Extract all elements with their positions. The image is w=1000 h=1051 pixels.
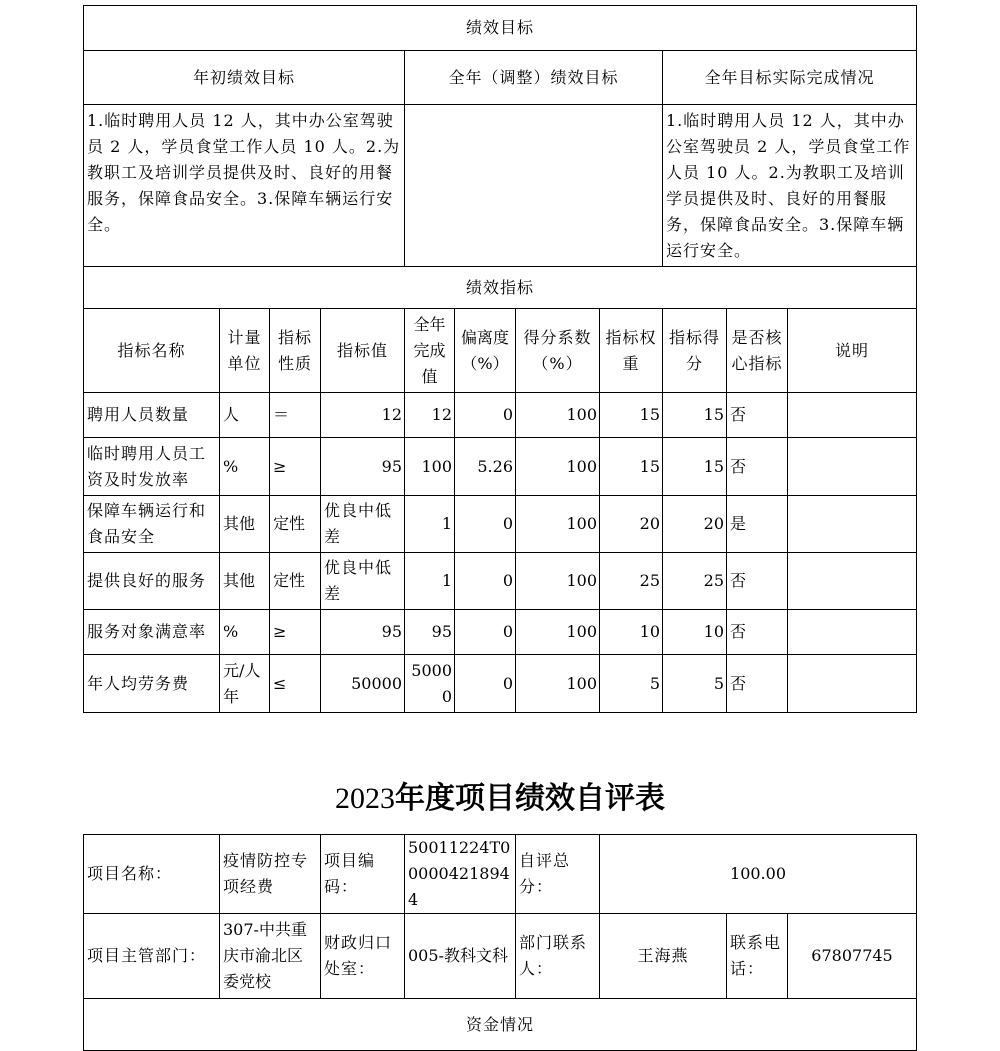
weight: 10 [600,610,663,655]
table-row [84,610,917,655]
notes [788,438,917,496]
score: 25 [663,553,727,610]
adjusted-goals-header: 全年（调整）绩效目标 [405,51,663,105]
core-indicator: 是 [727,496,788,553]
core-indicator: 否 [727,610,788,655]
nature: ＝ [270,393,321,438]
title-year: 2023 [335,782,395,815]
indicator-name: 临时聘用人员工资及时发放率 [84,438,220,496]
target-value: 优良中低差 [321,496,405,553]
table-row [84,496,917,553]
indicator-name: 年人均劳务费 [84,655,220,713]
phone-label: 联系电话： [727,914,788,999]
page-title [0,775,1000,823]
project-info-table [83,834,917,1051]
col-nature: 指标性质 [270,309,321,393]
notes [788,553,917,610]
performance-goals-header: 绩效目标 [84,6,917,51]
actual-value: 12 [405,393,455,438]
col-score: 指标得分 [663,309,727,393]
unit: 元/人年 [220,655,270,713]
table-row [84,655,917,713]
score-coefficient: 100 [516,655,600,713]
weight: 20 [600,496,663,553]
deviation: 0 [455,553,516,610]
actual-value: 1 [405,553,455,610]
deviation: 0 [455,655,516,713]
contact-person-label: 部门联系人： [516,914,600,999]
col-deviation: 偏离度（%） [455,309,516,393]
initial-goals-text: 1.临时聘用人员 12 人，其中办公室驾驶员 2 人，学员食堂工作人员 10 人。2.为教职工及培训学员提供及时、良好的用餐服务，保障食品安全。3.保障车辆运行安全。 [84,105,405,267]
finance-office-value: 005-教科文科 [405,914,516,999]
actual-value: 95 [405,610,455,655]
performance-table [83,5,917,713]
initial-goals-header: 年初绩效目标 [84,51,405,105]
score-coefficient: 100 [516,496,600,553]
core-indicator: 否 [727,393,788,438]
score: 10 [663,610,727,655]
deviation: 5.26 [455,438,516,496]
col-indicator-name: 指标名称 [84,309,220,393]
indicator-name: 保障车辆运行和食品安全 [84,496,220,553]
target-value: 优良中低差 [321,553,405,610]
col-score-coefficient: 得分系数（%） [516,309,600,393]
weight: 15 [600,393,663,438]
score-coefficient: 100 [516,393,600,438]
core-indicator: 否 [727,438,788,496]
contact-person-value: 王海燕 [600,914,727,999]
core-indicator: 否 [727,655,788,713]
indicator-name: 聘用人员数量 [84,393,220,438]
project-code-value: 50011224T000004218944 [405,835,516,914]
target-value: 12 [321,393,405,438]
actual-value: 100 [405,438,455,496]
actual-completion-header: 全年目标实际完成情况 [663,51,917,105]
score: 15 [663,393,727,438]
nature: 定性 [270,553,321,610]
unit: 人 [220,393,270,438]
col-weight: 指标权重 [600,309,663,393]
self-score-value: 100.00 [600,835,917,914]
department-value: 307-中共重庆市渝北区委党校 [220,914,321,999]
target-value: 95 [321,610,405,655]
score: 15 [663,438,727,496]
funds-section-header: 资金情况 [84,999,917,1051]
deviation: 0 [455,496,516,553]
col-actual-value: 全年完成值 [405,309,455,393]
phone-value: 67807745 [788,914,917,999]
project-code-label: 项目编码： [321,835,405,914]
score-coefficient: 100 [516,610,600,655]
weight: 5 [600,655,663,713]
notes [788,393,917,438]
project-name-label: 项目名称： [84,835,220,914]
score: 5 [663,655,727,713]
actual-value: 50000 [405,655,455,713]
adjusted-goals-text [405,105,663,267]
col-notes: 说明 [788,309,917,393]
score: 20 [663,496,727,553]
table-row [84,393,917,438]
nature: ≥ [270,438,321,496]
score-coefficient: 100 [516,438,600,496]
unit: 其他 [220,553,270,610]
col-target-value: 指标值 [321,309,405,393]
table-row [84,438,917,496]
nature: ≥ [270,610,321,655]
unit: 其他 [220,496,270,553]
weight: 25 [600,553,663,610]
actual-value: 1 [405,496,455,553]
actual-completion-text: 1.临时聘用人员 12 人，其中办公室驾驶员 2 人，学员食堂工作人员 10 人。2.为教职工及培训学员提供及时、良好的用餐服务，保障食品安全。3.保障车辆运行安全。 [663,105,917,267]
department-label: 项目主管部门： [84,914,220,999]
self-score-label: 自评总分： [516,835,600,914]
finance-office-label: 财政归口处室： [321,914,405,999]
table-row [84,553,917,610]
deviation: 0 [455,610,516,655]
core-indicator: 否 [727,553,788,610]
indicator-name: 服务对象满意率 [84,610,220,655]
weight: 15 [600,438,663,496]
title-text: 年度项目绩效自评表 [395,781,665,816]
notes [788,655,917,713]
target-value: 95 [321,438,405,496]
unit: % [220,438,270,496]
unit: % [220,610,270,655]
notes [788,496,917,553]
notes [788,610,917,655]
col-unit: 计量单位 [220,309,270,393]
nature: ≤ [270,655,321,713]
deviation: 0 [455,393,516,438]
nature: 定性 [270,496,321,553]
target-value: 50000 [321,655,405,713]
col-core-indicator: 是否核心指标 [727,309,788,393]
score-coefficient: 100 [516,553,600,610]
project-name-value: 疫情防控专项经费 [220,835,321,914]
indicator-name: 提供良好的服务 [84,553,220,610]
performance-indicators-header: 绩效指标 [84,267,917,309]
